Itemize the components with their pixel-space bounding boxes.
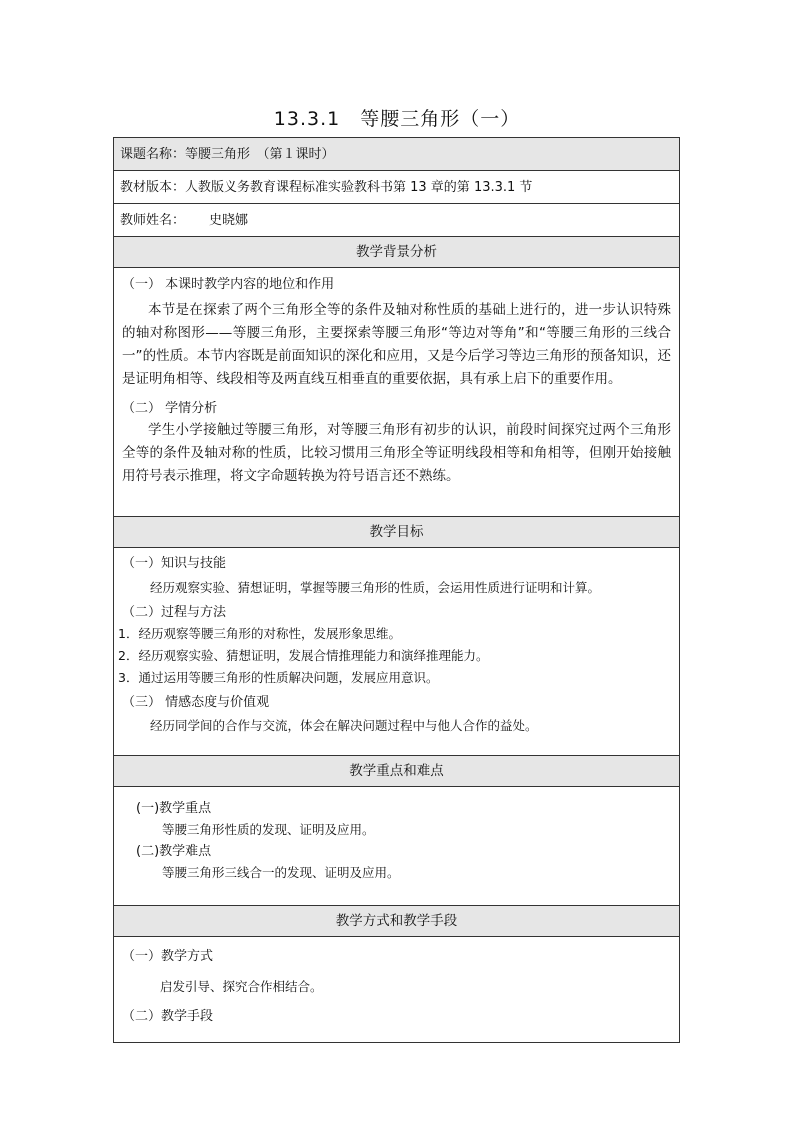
keypoints-heading: 教学重点和难点: [114, 756, 679, 787]
objectives-sub-1: （一）知识与技能: [122, 556, 227, 571]
background-sub-1: （一） 本课时教学内容的地位和作用: [122, 277, 335, 292]
lesson-plan-table: [113, 137, 680, 1043]
objectives-heading: 教学目标: [114, 517, 679, 548]
methods-sub-1: （一）教学方式: [122, 949, 214, 964]
textbook-row: 教材版本：人教版义务教育课程标准实验教科书第 13 章的第 13.3.1 节: [114, 171, 679, 204]
document-title: 13.3.1 等腰三角形（一）: [273, 108, 521, 130]
keypoints-sub-1: (一)教学重点: [136, 801, 212, 816]
methods-heading: 教学方式和教学手段: [114, 906, 679, 937]
methods-section: [114, 947, 679, 1042]
keypoints-section: [114, 799, 679, 906]
methods-line-1: 启发引导、探究合作相结合。: [160, 979, 323, 994]
objectives-item-2: 2．经历观察实验、猜想证明，发展合情推理能力和演绎推理能力。: [118, 648, 489, 663]
objectives-sub-2: （二）过程与方法: [122, 605, 227, 620]
background-paragraph-2: 学生小学接触过等腰三角形，对等腰三角形有初步的认识，前段时间探究过两个三角形全等的条件及轴对称的性质，比较习惯用三角形全等证明线段相等和角相等，但刚开始接触用符号表示推理，将文字命题转换为符号语言还不熟练。: [122, 422, 671, 484]
background-section: [114, 275, 679, 517]
keypoints-line-2: 等腰三角形三线合一的发现、证明及应用。: [162, 865, 400, 880]
background-heading: 教学背景分析: [114, 237, 679, 268]
objectives-section: [114, 554, 679, 756]
objectives-line-1: 经历观察实验、猜想证明，掌握等腰三角形的性质，会运用性质进行证明和计算。: [150, 580, 601, 595]
course-name-row: 课题名称：等腰三角形 （第１课时）: [114, 138, 679, 171]
objectives-item-3: 3．通过运用等腰三角形的性质解决问题，发展应用意识。: [118, 670, 439, 685]
teacher-name: 史晓娜: [209, 213, 249, 228]
keypoints-line-1: 等腰三角形性质的发现、证明及应用。: [162, 822, 375, 837]
background-sub-2: （二） 学情分析: [122, 401, 218, 416]
objectives-sub-3: （三） 情感态度与价值观: [122, 695, 270, 710]
objectives-line-3: 经历同学间的合作与交流，体会在解决问题过程中与他人合作的益处。: [150, 718, 538, 733]
teacher-label: 教师姓名：: [120, 213, 186, 228]
teacher-row: [114, 204, 679, 237]
keypoints-sub-2: (二)教学难点: [136, 844, 212, 859]
objectives-item-1: 1．经历观察等腰三角形的对称性，发展形象思维。: [118, 626, 401, 641]
background-paragraph-1: 本节是在探索了两个三角形全等的条件及轴对称性质的基础上进行的，进一步认识特殊的轴对称图形——等腰三角形，主要探索等腰三角形“等边对等角”和“等腰三角形的三线合一”的性质。本节内容既是前面知识的深化和应用，又是今后学习等边三角形的预备知识，还是证明角相等、线段相等及两直线互相垂直的重要依据，具有承上启下的重要作用。: [122, 302, 671, 387]
methods-sub-2: （二）教学手段: [122, 1009, 214, 1024]
